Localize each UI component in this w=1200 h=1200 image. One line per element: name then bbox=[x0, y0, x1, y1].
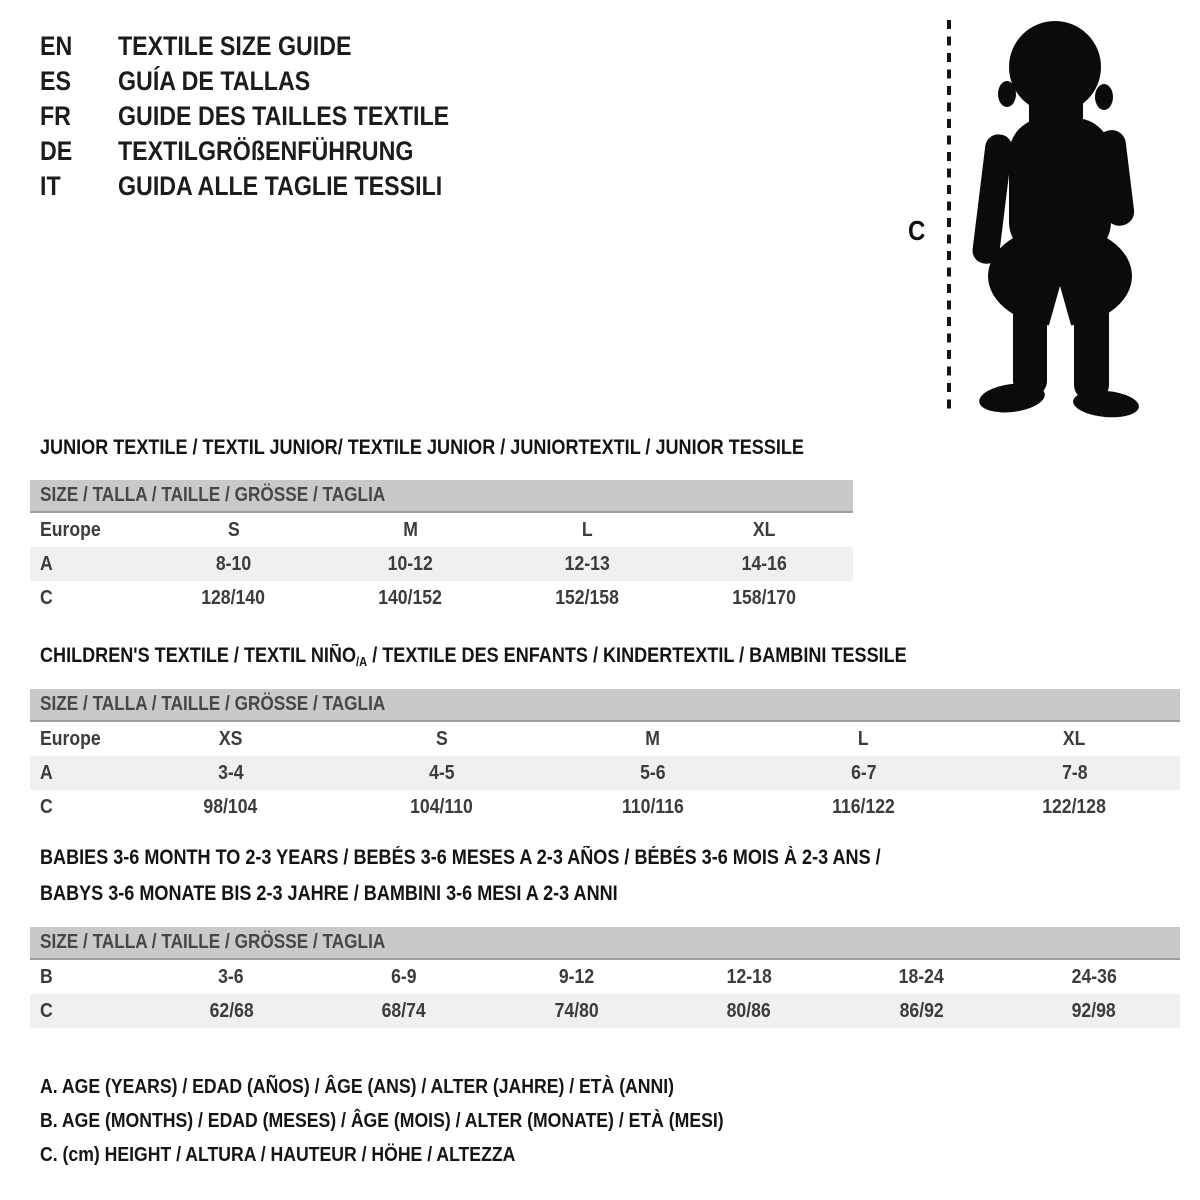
toddler-figure bbox=[935, 14, 1145, 420]
lang-code-es: ES bbox=[40, 66, 71, 96]
size-cell: XL bbox=[1063, 727, 1086, 750]
value-cell: 68/74 bbox=[381, 999, 426, 1022]
row-label: Europe bbox=[40, 727, 101, 750]
value-cell: 9-12 bbox=[558, 965, 594, 988]
value-cell: 98/104 bbox=[203, 795, 258, 818]
size-cell: S bbox=[227, 518, 240, 541]
value-cell: 74/80 bbox=[554, 999, 599, 1022]
value-cell: 152/158 bbox=[555, 586, 620, 609]
lang-title-de: TEXTILGRÖßENFÜHRUNG bbox=[118, 136, 414, 166]
value-cell: 5-6 bbox=[639, 761, 666, 784]
value-cell: 62/68 bbox=[209, 999, 254, 1022]
value-cell: 128/140 bbox=[201, 586, 266, 609]
children-size-table bbox=[30, 689, 1180, 824]
lang-row-it bbox=[40, 173, 503, 200]
babies-table-header: SIZE / TALLA / TAILLE / GRÖSSE / TAGLIA bbox=[30, 927, 1180, 960]
row-label: A bbox=[40, 761, 53, 784]
row-label: C bbox=[40, 586, 53, 609]
legend-line-c: C. (cm) HEIGHT / ALTURA / HAUTEUR / HÖHE / ALTEZZA bbox=[40, 1143, 516, 1166]
junior-size-table bbox=[30, 480, 853, 615]
size-cell: XL bbox=[753, 518, 776, 541]
height-measure-label: C bbox=[908, 215, 926, 246]
lang-code-it: IT bbox=[40, 171, 61, 201]
value-cell: 6-7 bbox=[850, 761, 877, 784]
value-cell: 6-9 bbox=[390, 965, 417, 988]
row-label: C bbox=[40, 999, 53, 1022]
value-cell: 92/98 bbox=[1071, 999, 1116, 1022]
table-row bbox=[30, 513, 853, 547]
value-cell: 18-24 bbox=[898, 965, 944, 988]
table-row bbox=[30, 547, 853, 581]
value-cell: 12-18 bbox=[726, 965, 772, 988]
lang-title-es: GUÍA DE TALLAS bbox=[118, 66, 311, 96]
size-cell: S bbox=[435, 727, 448, 750]
value-cell: 116/122 bbox=[832, 795, 895, 818]
lang-title-fr: GUIDE DES TAILLES TEXTILE bbox=[118, 101, 450, 131]
row-label: Europe bbox=[40, 518, 101, 541]
row-label: A bbox=[40, 552, 53, 575]
babies-size-table bbox=[30, 927, 1180, 1028]
value-cell: 4-5 bbox=[428, 761, 455, 784]
lang-code-fr: FR bbox=[40, 101, 71, 131]
value-cell: 14-16 bbox=[741, 552, 788, 575]
value-cell: 104/110 bbox=[410, 795, 473, 818]
lang-row-fr bbox=[40, 103, 503, 130]
lang-row-en bbox=[40, 33, 503, 60]
children-table-header: SIZE / TALLA / TAILLE / GRÖSSE / TAGLIA bbox=[30, 689, 1180, 722]
size-cell: XS bbox=[218, 727, 243, 750]
row-label: B bbox=[40, 965, 53, 988]
lang-code-de: DE bbox=[40, 136, 73, 166]
table-row bbox=[30, 790, 1180, 824]
measure-legend bbox=[40, 1070, 835, 1172]
junior-table-header: SIZE / TALLA / TAILLE / GRÖSSE / TAGLIA bbox=[30, 480, 853, 513]
language-title-list bbox=[40, 33, 503, 208]
table-row bbox=[30, 960, 1180, 994]
size-cell: M bbox=[403, 518, 418, 541]
table-row bbox=[30, 581, 853, 615]
value-cell: 86/92 bbox=[899, 999, 944, 1022]
table-row bbox=[30, 756, 1180, 790]
value-cell: 12-13 bbox=[564, 552, 611, 575]
value-cell: 80/86 bbox=[726, 999, 771, 1022]
babies-section-title: BABIES 3-6 MONTH TO 2-3 YEARS / BEBÉS 3-6 MESES A 2-3 AÑOS / BÉBÉS 3-6 MOIS À 2-3 ANS / BABYS 3-6 MONATE BIS 2-3 JAHRE / BAMBINI 3-6 MESI A 2-3 ANNI bbox=[40, 846, 881, 905]
legend-line-b: B. AGE (MONTHS) / EDAD (MESES) / ÂGE (MOIS) / ALTER (MONATE) / ETÀ (MESI) bbox=[40, 1109, 724, 1132]
value-cell: 7-8 bbox=[1061, 761, 1088, 784]
value-cell: 3-6 bbox=[218, 965, 244, 988]
value-cell: 24-36 bbox=[1071, 965, 1117, 988]
junior-section-title: JUNIOR TEXTILE / TEXTIL JUNIOR/ TEXTILE JUNIOR / JUNIORTEXTIL / JUNIOR TESSILE bbox=[40, 436, 804, 459]
size-cell: M bbox=[645, 727, 660, 750]
value-cell: 158/170 bbox=[732, 586, 797, 609]
children-section-title: CHILDREN'S TEXTILE / TEXTIL NIÑO/A / TEXTILE DES ENFANTS / KINDERTEXTIL / BAMBINI TESSILE bbox=[40, 644, 907, 669]
lang-row-es bbox=[40, 68, 503, 95]
lang-code-en: EN bbox=[40, 31, 73, 61]
value-cell: 3-4 bbox=[217, 761, 244, 784]
nino-a-subscript: /A bbox=[356, 654, 368, 669]
value-cell: 140/152 bbox=[378, 586, 443, 609]
baby-silhouette-icon bbox=[971, 21, 1140, 420]
size-cell: L bbox=[582, 518, 593, 541]
size-cell: L bbox=[858, 727, 869, 750]
value-cell: 110/116 bbox=[621, 795, 684, 818]
row-label: C bbox=[40, 795, 53, 818]
value-cell: 8-10 bbox=[215, 552, 252, 575]
lang-title-en: TEXTILE SIZE GUIDE bbox=[118, 31, 352, 61]
table-row bbox=[30, 722, 1180, 756]
table-row bbox=[30, 994, 1180, 1028]
value-cell: 122/128 bbox=[1042, 795, 1107, 818]
value-cell: 10-12 bbox=[387, 552, 434, 575]
lang-row-de bbox=[40, 138, 503, 165]
lang-title-it: GUIDA ALLE TAGLIE TESSILI bbox=[118, 171, 443, 201]
legend-line-a: A. AGE (YEARS) / EDAD (AÑOS) / ÂGE (ANS) / ALTER (JAHRE) / ETÀ (ANNI) bbox=[40, 1075, 675, 1098]
